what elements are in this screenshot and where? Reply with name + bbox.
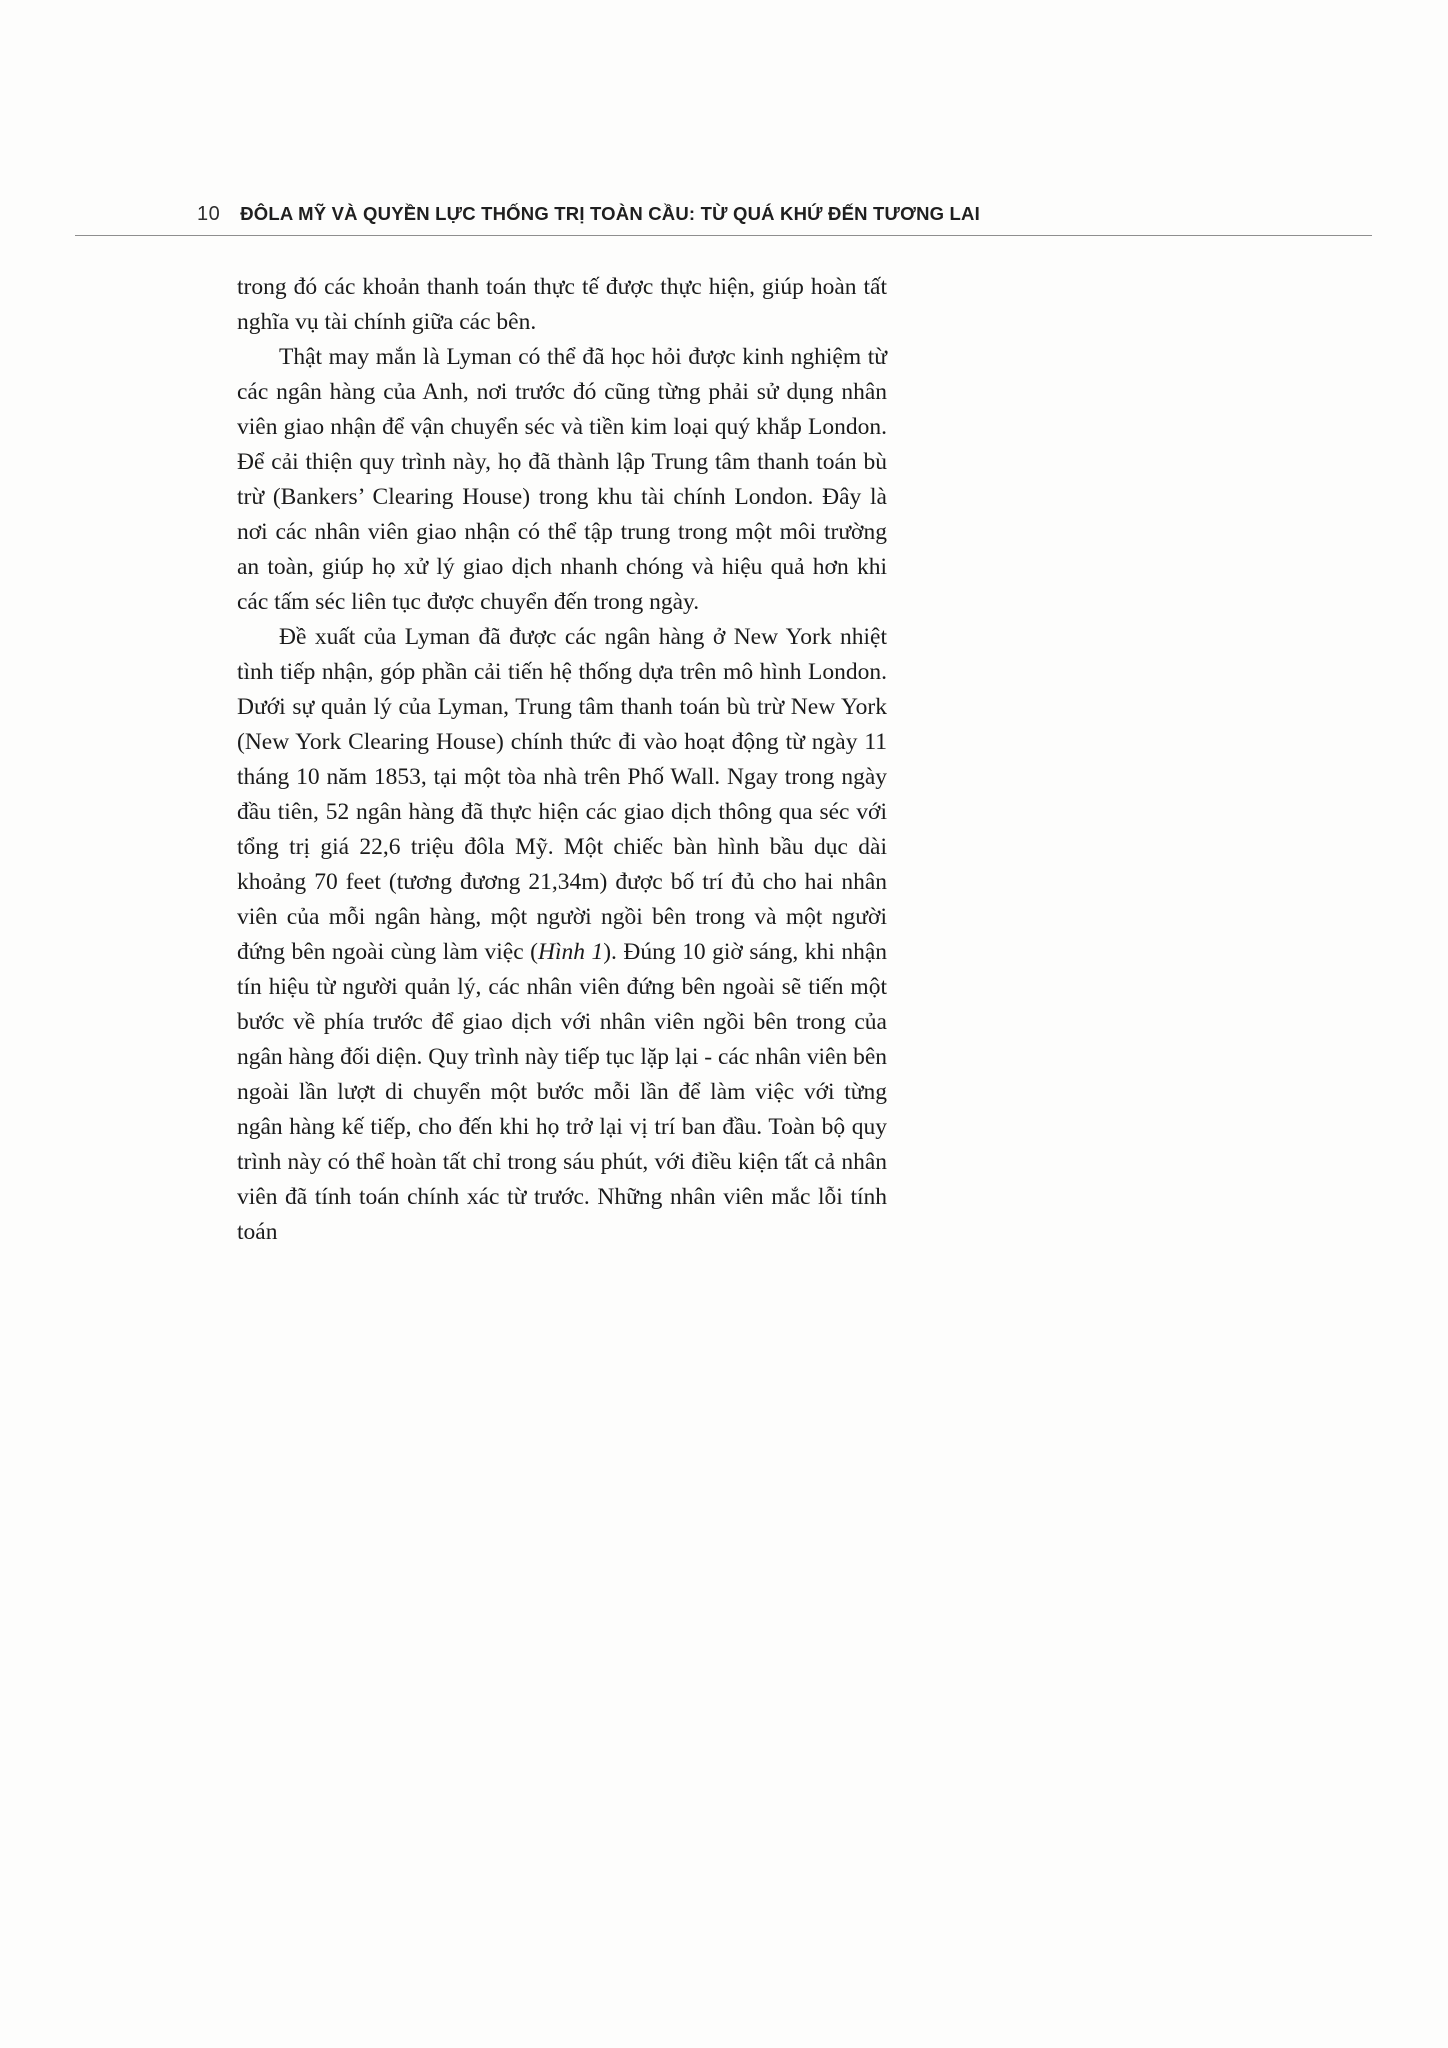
page-header <box>75 203 1372 236</box>
running-title: ĐÔLA MỸ VÀ QUYỀN LỰC THỐNG TRỊ TOÀN CẦU: TỪ QUÁ KHỨ ĐẾN TƯƠNG LAI <box>240 203 980 224</box>
italic-text-segment: Hình 1 <box>537 939 604 965</box>
page-number: 10 <box>197 203 221 225</box>
paragraph <box>237 270 887 340</box>
text-segment: trong đó các khoản thanh toán thực tế được thực hiện, giúp hoàn tất nghĩa vụ tài chính giữa các bên. <box>237 274 887 335</box>
paragraph <box>237 340 887 620</box>
text-segment: Thật may mắn là Lyman có thể đã học hỏi được kinh nghiệm từ các ngân hàng của Anh, nơi trước đó cũng từng phải sử dụng nhân viên giao nhận để vận chuyển séc và tiền kim loại quý khắp London. Để cải thiện quy trình này, họ đã thành lập Trung tâm thanh toán bù trừ (Bankers’ Clearing House) trong khu tài chính London. Đây là nơi các nhân viên giao nhận có thể tập trung trong một môi trường an toàn, giúp họ xử lý giao dịch nhanh chóng và hiệu quả hơn khi các tấm séc liên tục được chuyển đến trong ngày. <box>237 344 887 615</box>
paragraph <box>237 620 887 1250</box>
text-segment: Đề xuất của Lyman đã được các ngân hàng ở New York nhiệt tình tiếp nhận, góp phần cải tiến hệ thống dựa trên mô hình London. Dưới sự quản lý của Lyman, Trung tâm thanh toán bù trừ New York (New York Clearing House) chính thức đi vào hoạt động từ ngày 11 tháng 10 năm 1853, tại một tòa nhà trên Phố Wall. Ngay trong ngày đầu tiên, 52 ngân hàng đã thực hiện các giao dịch thông qua séc với tổng trị giá 22,6 triệu đôla Mỹ. Một chiếc bàn hình bầu dục dài khoảng 70 feet (tương đương 21,34m) được bố trí đủ cho hai nhân viên của mỗi ngân hàng, một người ngồi bên trong và một người đứng bên ngoài cùng làm việc ( <box>237 624 887 965</box>
text-segment: ). Đúng 10 giờ sáng, khi nhận tín hiệu từ người quản lý, các nhân viên đứng bên ngoài sẽ tiến một bước về phía trước để giao dịch với nhân viên ngồi bên trong của ngân hàng đối diện. Quy trình này tiếp tục lặp lại - các nhân viên bên ngoài lần lượt di chuyển một bước mỗi lần để làm việc với từng ngân hàng kế tiếp, cho đến khi họ trở lại vị trí ban đầu. Toàn bộ quy trình này có thể hoàn tất chỉ trong sáu phút, với điều kiện tất cả nhân viên đã tính toán chính xác từ trước. Những nhân viên mắc lỗi tính toán <box>237 939 887 1245</box>
page-body-text <box>237 270 887 1250</box>
